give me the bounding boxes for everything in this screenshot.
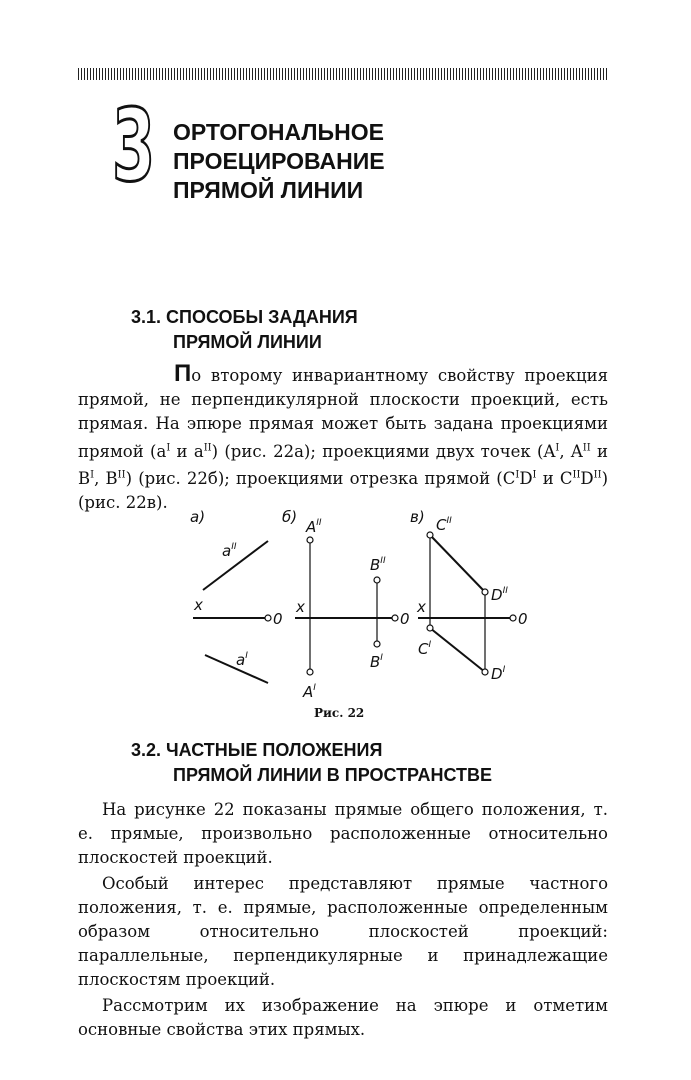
section-heading-3-2 — [131, 738, 492, 788]
paragraph-text: о второму инвариантному свойству проекция прямой, не перпендикулярной плоскости проекций, есть прямая. На эпюре прямая может быть задана проекциями прямой ($a^I$ и $a^{II}$) (рис. 22а); проекциями двух точек ($A^I$, $A^{II}$ и $B^I$, $B^{II}$) (рис. 22б); проекциями отрезка прямой ($C^ID^I$ и $C^{II}D^{II}$) (рис. 22в). — [78, 366, 608, 512]
panel-label-c: в) — [410, 508, 425, 526]
segment-CD-2 — [430, 535, 485, 592]
paragraph: Особый интерес представляют прямые частного положения, т. е. прямые, расположенные определенным образом относительно плоскостей проекций: параллельные, перпендикулярные и принадлежащие плоскостям проекций. — [78, 874, 608, 989]
paragraph: Рассмотрим их изображение на эпюре и отметим основные свойства этих прямых. — [78, 996, 608, 1039]
section-3-2-text — [78, 798, 608, 1042]
paragraph: На рисунке 22 показаны прямые общего положения, т. е. прямые, произвольно расположенные относительно плоскостей проекций. — [78, 800, 608, 867]
label-x-a: x — [194, 596, 203, 614]
label-a1: $a^I$ — [236, 651, 248, 669]
panel-label-b: б) — [282, 508, 298, 526]
label-x-b: x — [296, 598, 305, 616]
label-o-b: 0 — [400, 610, 410, 628]
chapter-title-line: ОРТОГОНАЛЬНОЕ — [173, 119, 384, 145]
drop-cap: П — [174, 360, 192, 387]
point-A2 — [307, 537, 313, 543]
origin-point-b — [392, 615, 398, 621]
section-heading-line: ПРЯМОЙ ЛИНИИ В ПРОСТРАНСТВЕ — [173, 765, 493, 785]
label-D2: $D^{II}$ — [491, 586, 508, 604]
label-C1: $C^I$ — [418, 640, 432, 658]
chapter-number: 3 — [112, 87, 156, 204]
label-o-c: 0 — [518, 610, 528, 628]
label-B1: $B^I$ — [370, 653, 383, 671]
label-B2: $B^{II}$ — [370, 556, 386, 574]
point-C1 — [427, 625, 433, 631]
panel-label-a: а) — [190, 508, 206, 526]
label-C2: $C^{II}$ — [436, 516, 452, 534]
label-D1: $D^I$ — [491, 665, 506, 683]
label-a2: $a^{II}$ — [222, 542, 237, 560]
chapter-title-line: ПРОЕЦИРОВАНИЕ — [173, 148, 385, 174]
point-D2 — [482, 589, 488, 595]
label-o-a: 0 — [273, 610, 283, 628]
section-heading-line: 3.2. ЧАСТНЫЕ ПОЛОЖЕНИЯ — [131, 740, 383, 760]
label-A2: $A^{II}$ — [306, 518, 322, 536]
label-A1: $A^I$ — [303, 683, 316, 701]
point-B2 — [374, 577, 380, 583]
point-B1 — [374, 641, 380, 647]
origin-point-c — [510, 615, 516, 621]
label-x-c: x — [417, 598, 426, 616]
point-C2 — [427, 532, 433, 538]
point-D1 — [482, 669, 488, 675]
figure-caption: Рис. 22 — [314, 706, 365, 720]
segment-CD-1 — [430, 628, 485, 672]
section-heading-line: 3.1. СПОСОБЫ ЗАДАНИЯ — [131, 307, 358, 327]
section-heading-line: ПРЯМОЙ ЛИНИИ — [173, 332, 322, 352]
point-A1 — [307, 669, 313, 675]
origin-point-a — [265, 615, 271, 621]
chapter-title-line: ПРЯМОЙ ЛИНИИ — [173, 177, 364, 203]
